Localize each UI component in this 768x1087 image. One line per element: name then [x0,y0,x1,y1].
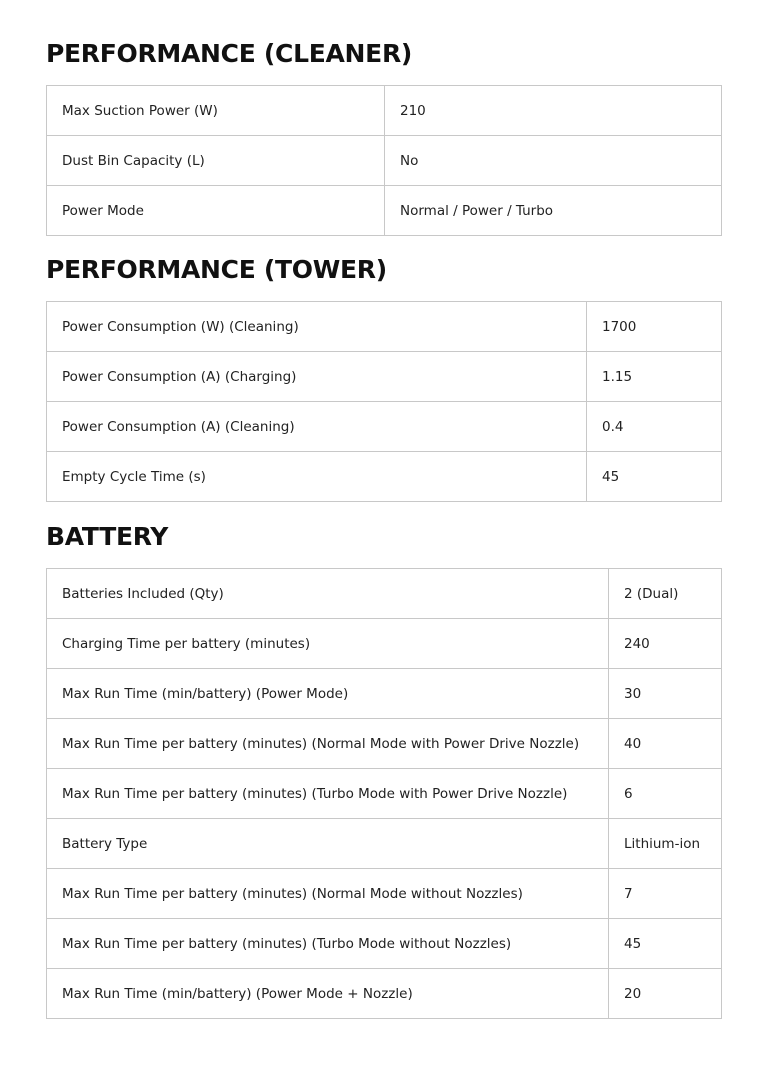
spec-value: 1700 [587,302,722,352]
table-row [47,619,722,669]
spec-value: 45 [609,919,722,969]
spec-value: Lithium-ion [609,819,722,869]
spec-value: 40 [609,719,722,769]
table-row [47,136,722,186]
spec-label: Power Consumption (W) (Cleaning) [47,302,587,352]
spec-value: 2 (Dual) [609,569,722,619]
table-row [47,569,722,619]
section-performance-cleaner [46,39,722,219]
table-row [47,352,722,402]
spec-value: Normal / Power / Turbo [385,186,722,236]
table-row [47,719,722,769]
spec-label: Power Consumption (A) (Cleaning) [47,402,587,452]
spec-value: 6 [609,769,722,819]
spec-value: 210 [385,86,722,136]
section-title: PERFORMANCE (CLEANER) [46,39,413,68]
spec-value: No [385,136,722,186]
table-row [47,186,722,236]
spec-label: Batteries Included (Qty) [47,569,609,619]
section-title: BATTERY [46,522,169,551]
spec-label: Max Suction Power (W) [47,86,385,136]
spec-label: Dust Bin Capacity (L) [47,136,385,186]
spec-label: Power Mode [47,186,385,236]
spec-value: 30 [609,669,722,719]
spec-value: 0.4 [587,402,722,452]
spec-table [46,568,722,1019]
section-battery [46,522,722,1002]
spec-value: 1.15 [587,352,722,402]
table-row [47,819,722,869]
table-row [47,919,722,969]
table-row [47,302,722,352]
table-row [47,402,722,452]
spec-label: Max Run Time per battery (minutes) (Normal Mode with Power Drive Nozzle) [47,719,609,769]
table-row [47,869,722,919]
table-row [47,669,722,719]
spec-table [46,85,722,236]
spec-label: Charging Time per battery (minutes) [47,619,609,669]
spec-label: Power Consumption (A) (Charging) [47,352,587,402]
spec-label: Max Run Time per battery (minutes) (Turbo Mode with Power Drive Nozzle) [47,769,609,819]
spec-table [46,301,722,502]
section-title: PERFORMANCE (TOWER) [46,255,387,284]
table-row [47,86,722,136]
spec-label: Max Run Time (min/battery) (Power Mode) [47,669,609,719]
spec-label: Max Run Time per battery (minutes) (Turbo Mode without Nozzles) [47,919,609,969]
spec-label: Battery Type [47,819,609,869]
table-row [47,452,722,502]
spec-value: 240 [609,619,722,669]
section-performance-tower [46,255,722,485]
table-row [47,969,722,1019]
spec-label: Max Run Time per battery (minutes) (Normal Mode without Nozzles) [47,869,609,919]
spec-value: 20 [609,969,722,1019]
spec-value: 45 [587,452,722,502]
table-row [47,769,722,819]
spec-label: Empty Cycle Time (s) [47,452,587,502]
spec-label: Max Run Time (min/battery) (Power Mode + Nozzle) [47,969,609,1019]
spec-value: 7 [609,869,722,919]
